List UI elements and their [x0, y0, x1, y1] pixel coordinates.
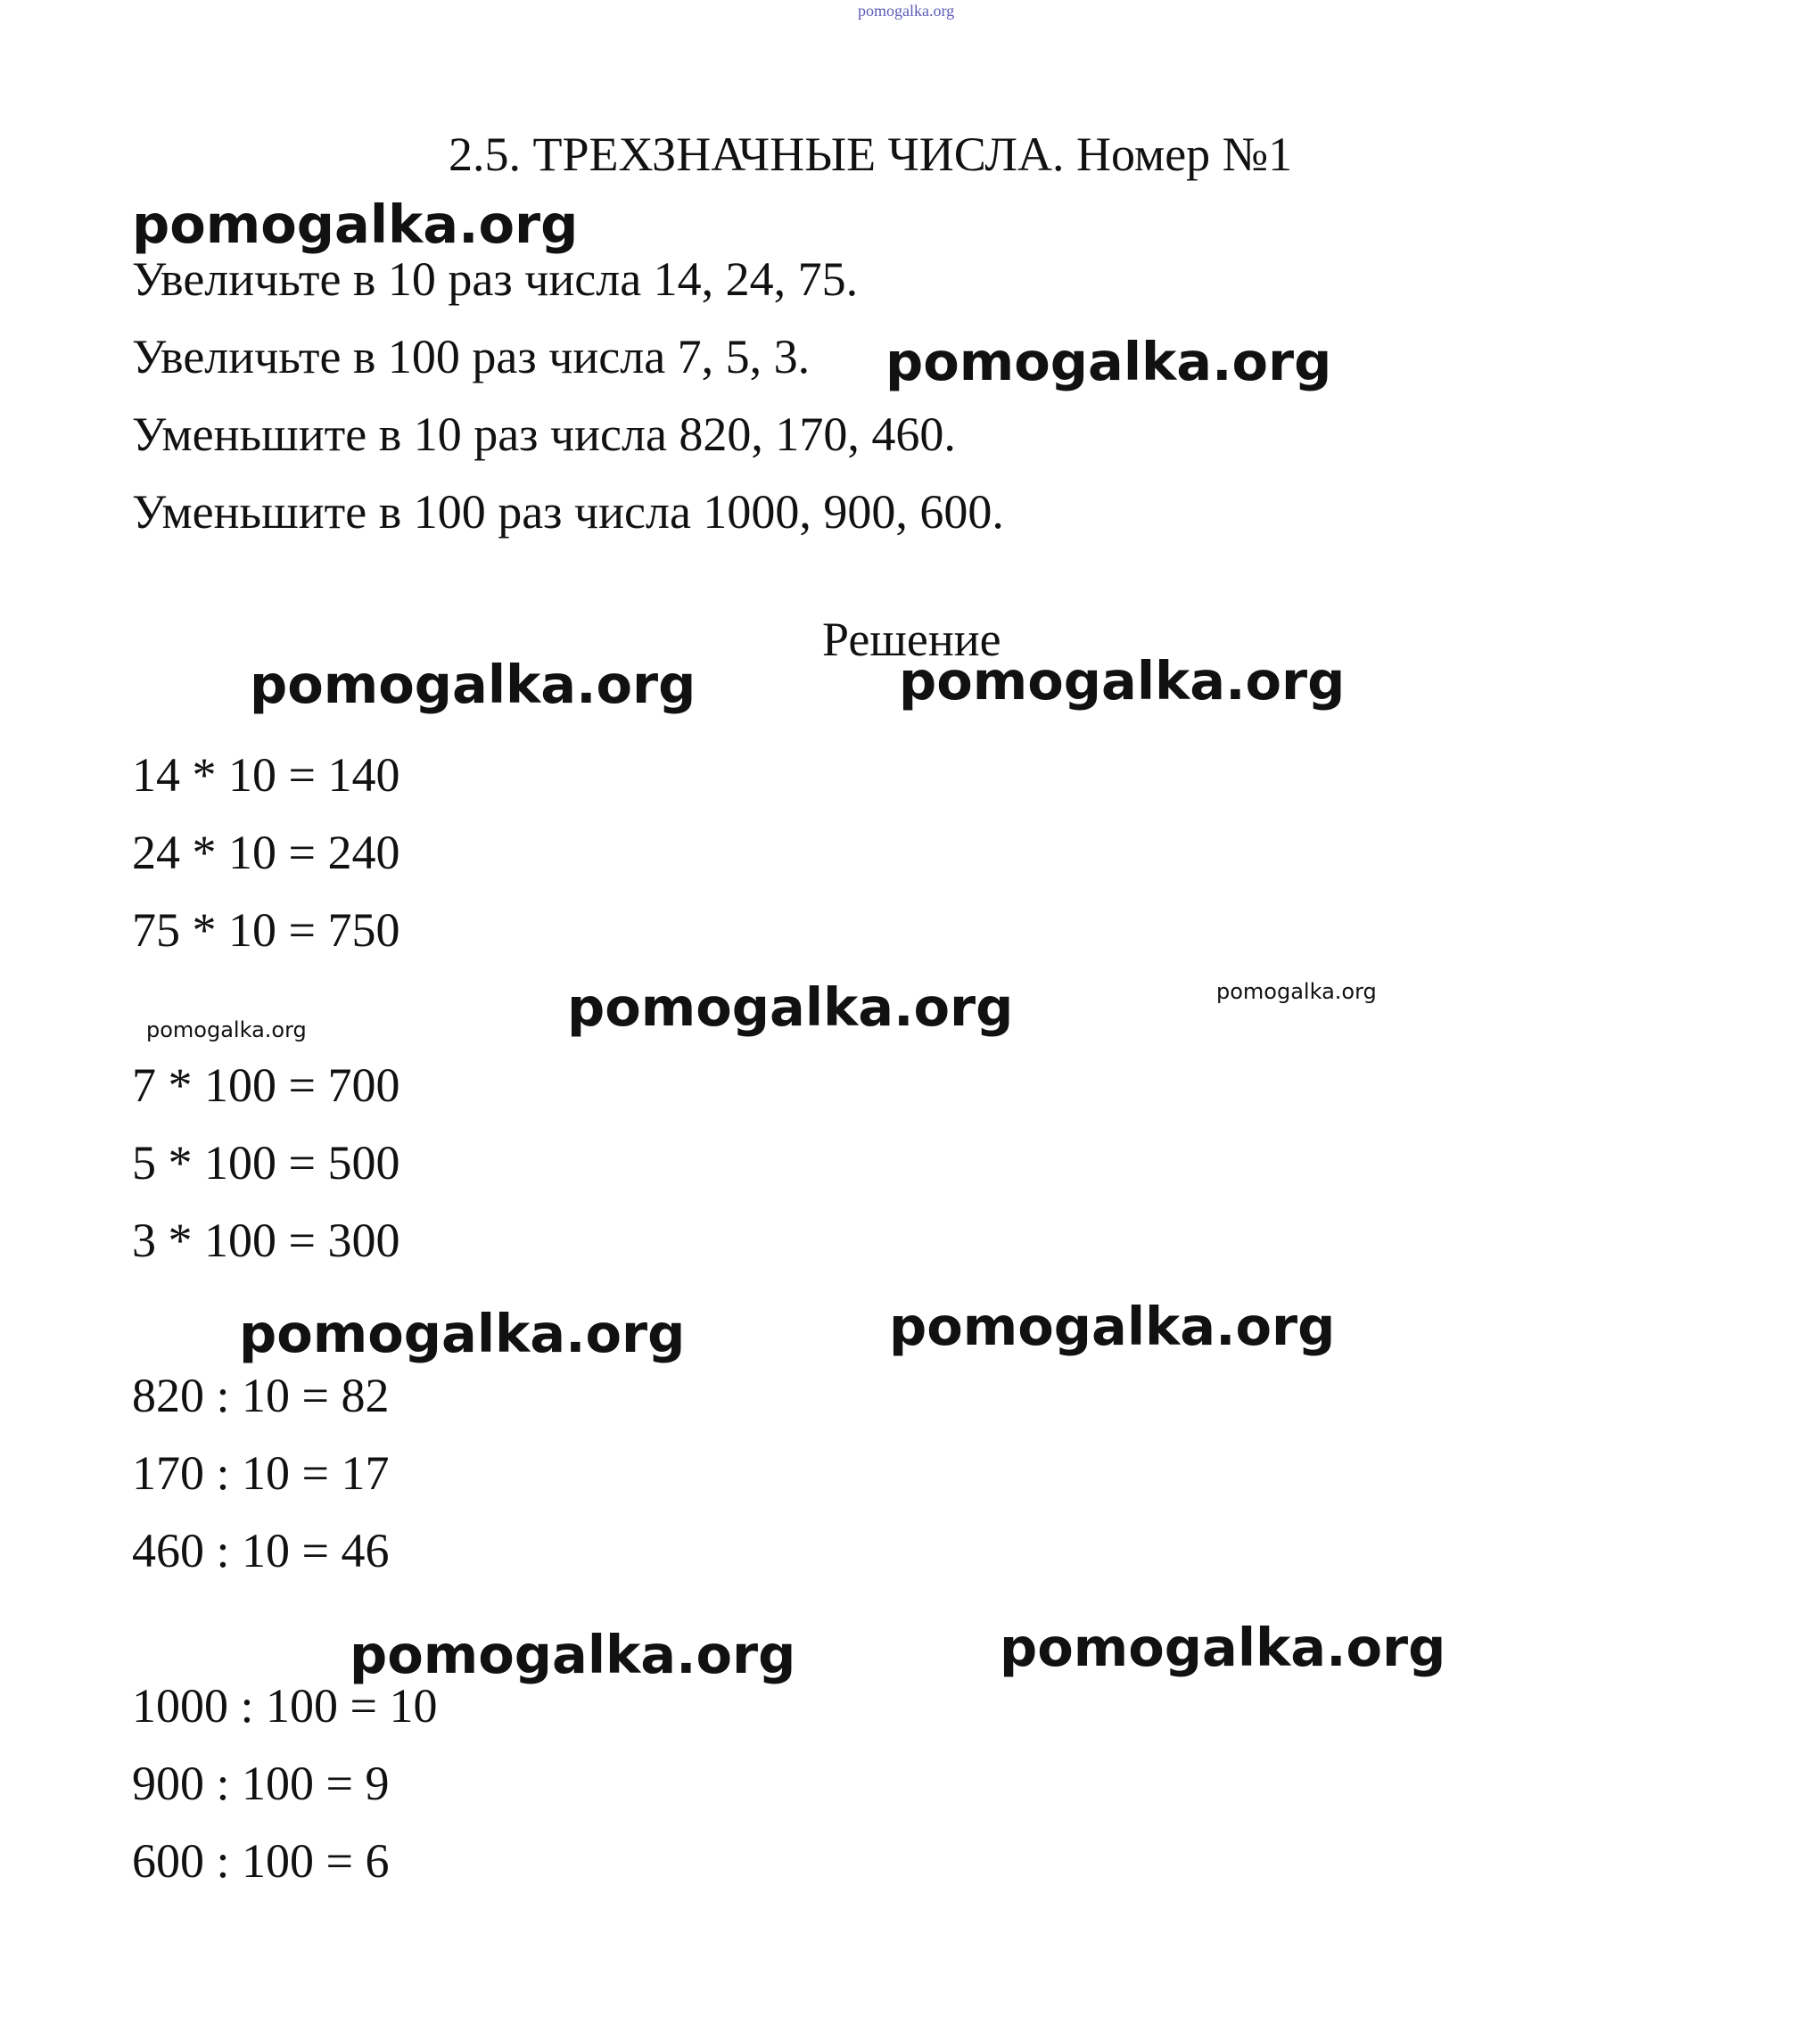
calculation-line: 460 : 10 = 46 [132, 1524, 390, 1577]
calculation-line: 900 : 100 = 9 [132, 1757, 390, 1810]
task-line: Увеличьте в 10 раз числа 14, 24, 75. [132, 252, 859, 306]
watermark: pomogalka.org [132, 193, 579, 255]
solution-heading: Решение [822, 613, 1001, 666]
calculation-line: 7 * 100 = 700 [132, 1058, 400, 1112]
task-line: Увеличьте в 100 раз числа 7, 5, 3. [132, 330, 811, 383]
calculation-line: 600 : 100 = 6 [132, 1834, 390, 1888]
watermark: pomogalka.org [1000, 1617, 1446, 1678]
calculation-line: 820 : 10 = 82 [132, 1369, 390, 1422]
watermark: pomogalka.org [567, 976, 1014, 1038]
watermark: pomogalka.org [250, 654, 696, 715]
calculation-line: 24 * 10 = 240 [132, 826, 400, 879]
calculation-line: 3 * 100 = 300 [132, 1214, 400, 1267]
watermark: pomogalka.org [239, 1303, 686, 1364]
task-line: Уменьшите в 10 раз числа 820, 170, 460. [132, 408, 956, 461]
watermark: pomogalka.org [350, 1624, 796, 1685]
calculation-line: 75 * 10 = 750 [132, 903, 400, 957]
watermark: pomogalka.org [899, 650, 1346, 712]
watermark-top: pomogalka.org [858, 2, 955, 20]
page-title: 2.5. ТРЕХЗНАЧНЫЕ ЧИСЛА. Номер №1 [449, 128, 1293, 181]
watermark-small: pomogalka.org [1216, 979, 1377, 1004]
task-line: Уменьшите в 100 раз числа 1000, 900, 600. [132, 485, 1004, 539]
calculation-line: 5 * 100 = 500 [132, 1136, 400, 1190]
watermark-small: pomogalka.org [146, 1017, 307, 1042]
calculation-line: 14 * 10 = 140 [132, 748, 400, 802]
watermark: pomogalka.org [885, 331, 1332, 392]
calculation-line: 170 : 10 = 17 [132, 1446, 390, 1500]
calculation-line: 1000 : 100 = 10 [132, 1679, 438, 1733]
watermark: pomogalka.org [889, 1296, 1336, 1357]
